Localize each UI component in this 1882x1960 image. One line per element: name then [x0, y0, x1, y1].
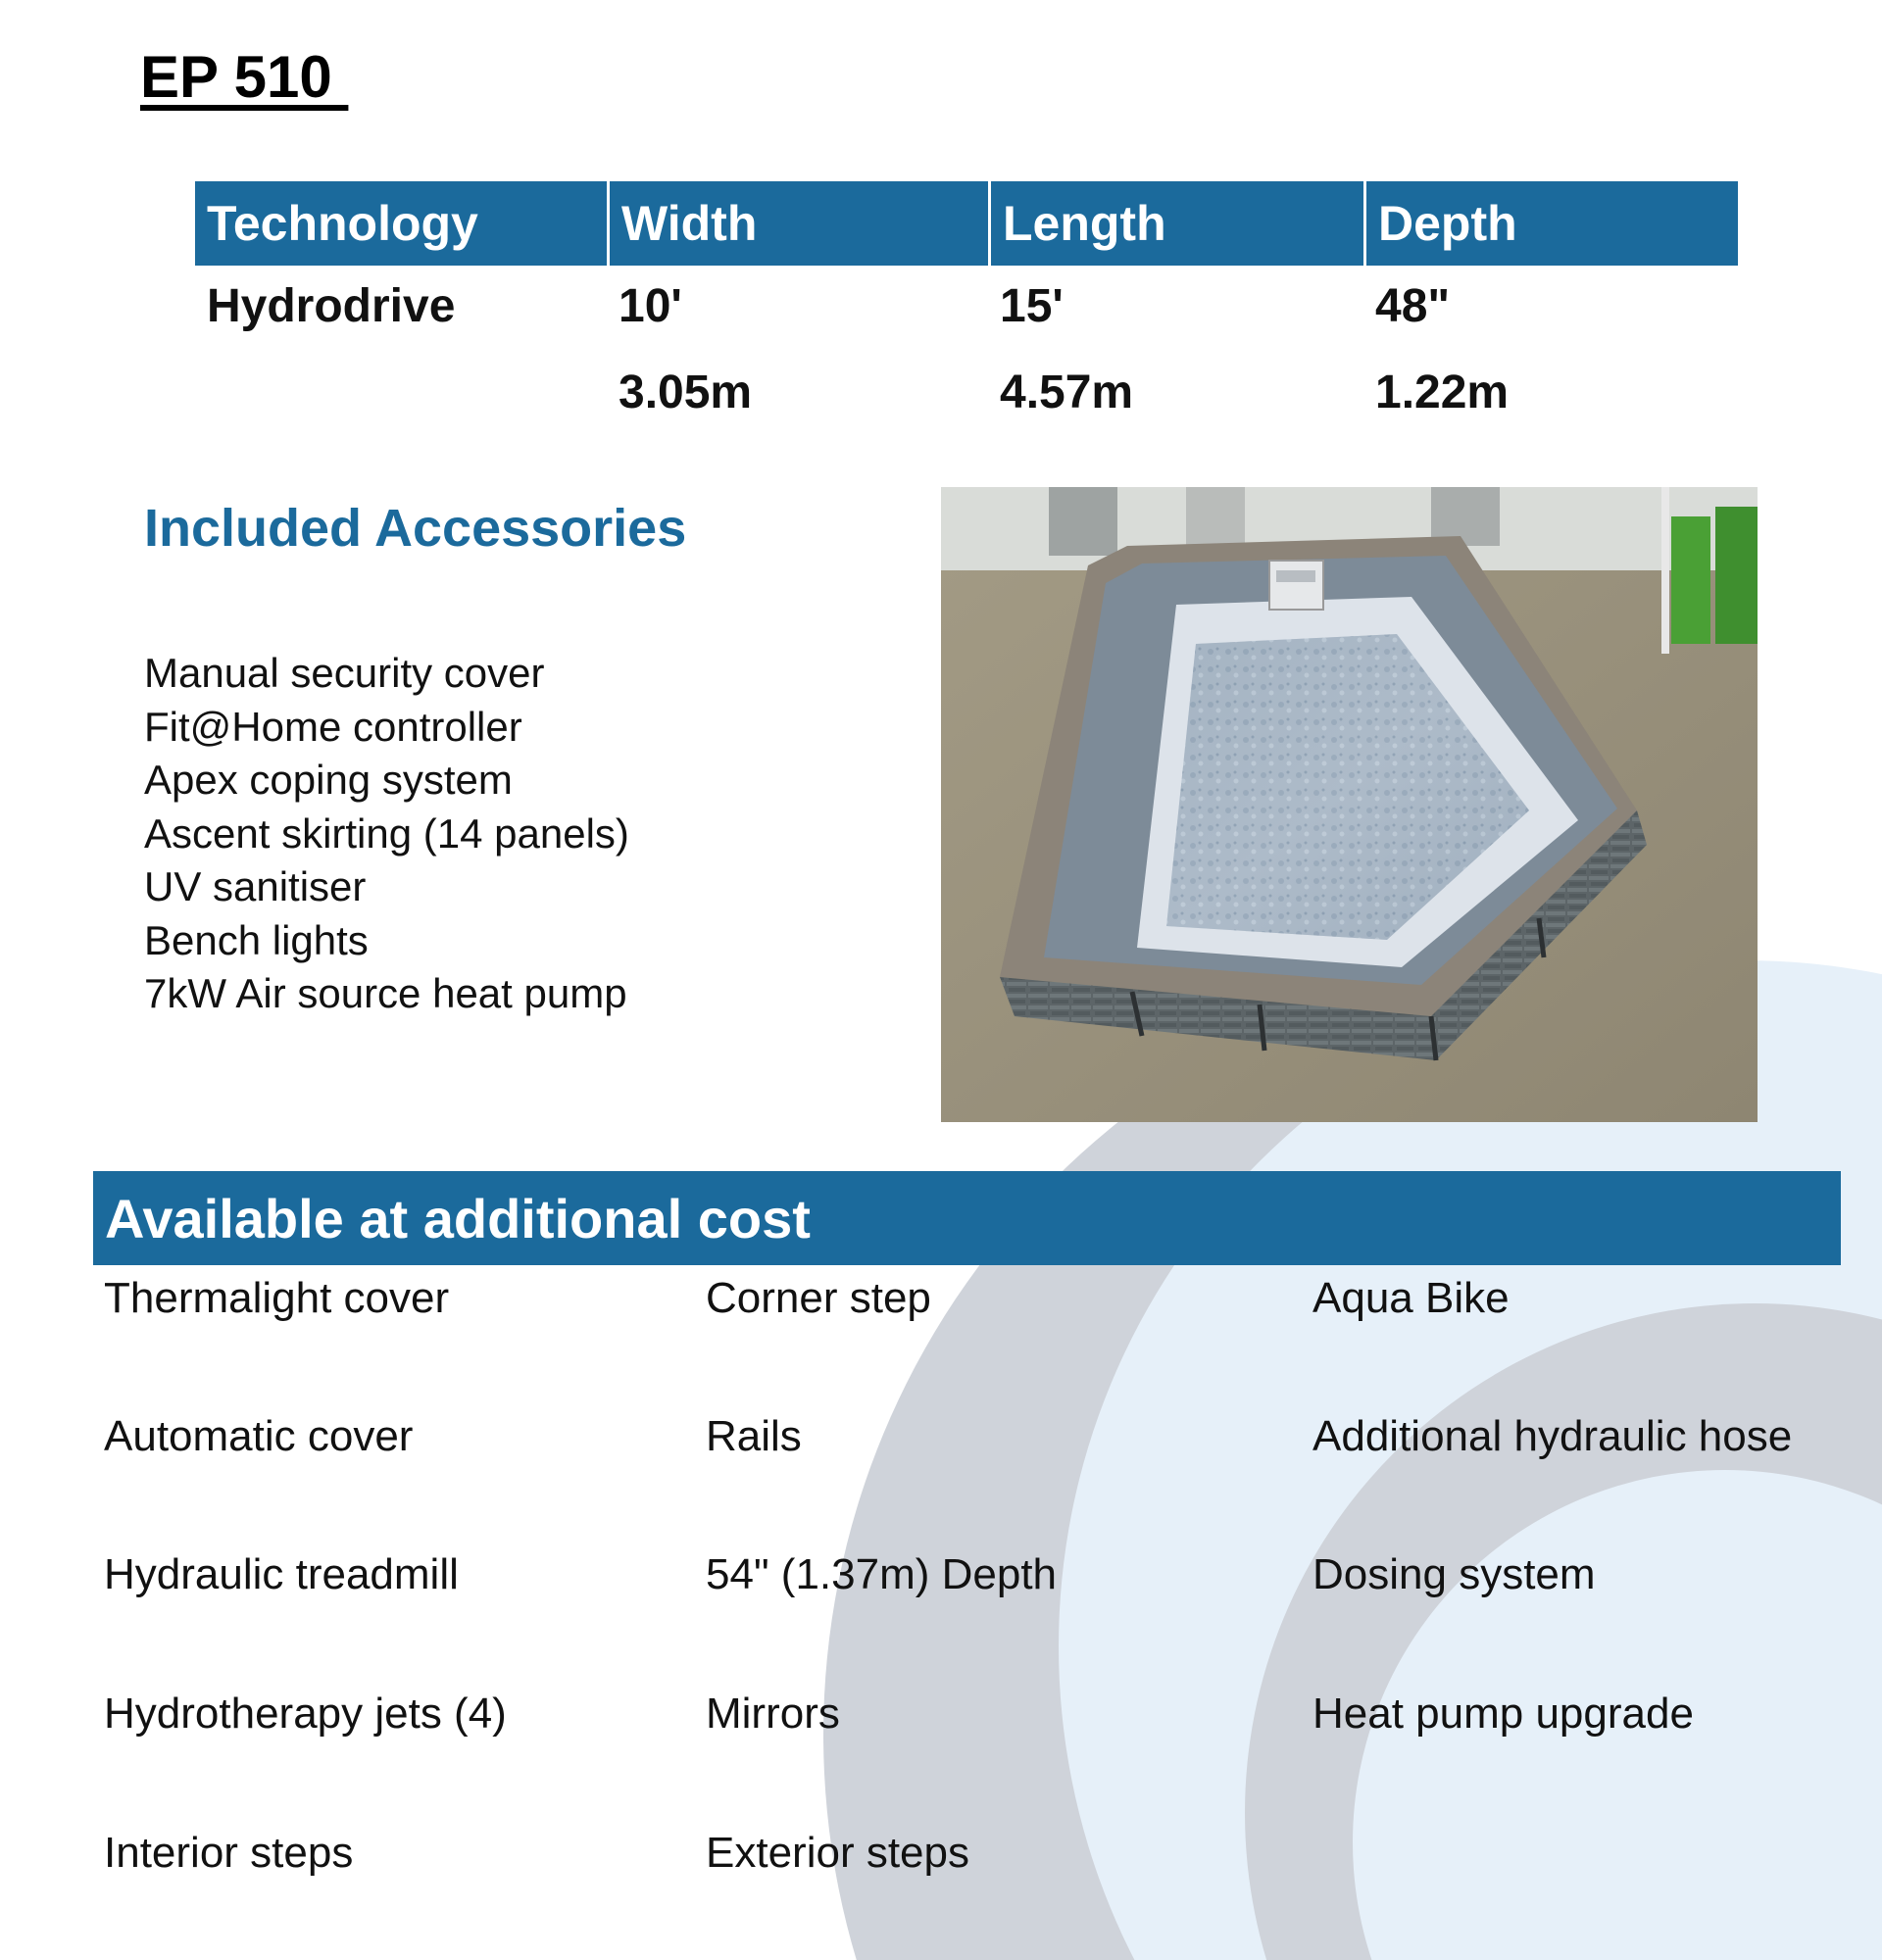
width-metric: 3.05m — [619, 367, 753, 418]
header-technology: Technology — [195, 181, 607, 266]
list-item: Automatic cover — [104, 1412, 414, 1460]
width-imperial: 10' — [619, 280, 682, 332]
header-width: Width — [607, 181, 988, 266]
list-item: Thermalight cover — [104, 1274, 450, 1322]
table-row-imperial — [195, 279, 1738, 333]
list-item: Bench lights — [144, 916, 369, 963]
list-item: UV sanitiser — [144, 863, 367, 909]
list-item: Heat pump upgrade — [1312, 1690, 1694, 1738]
table-row-metric — [195, 366, 1738, 419]
list-item: Corner step — [706, 1274, 931, 1322]
list-item: Hydraulic treadmill — [104, 1550, 459, 1598]
additional-cost-heading: Available at additional cost — [93, 1171, 1841, 1265]
included-accessories-heading: Included Accessories — [144, 499, 687, 558]
model-title: EP 510 — [140, 44, 349, 110]
list-item: Fit@Home controller — [144, 703, 522, 750]
depth-imperial: 48" — [1375, 280, 1451, 332]
header-depth: Depth — [1363, 181, 1738, 266]
list-item: Rails — [706, 1412, 802, 1460]
list-item: Aqua Bike — [1312, 1274, 1510, 1322]
technology-value: Hydrodrive — [207, 280, 456, 332]
technology-metric-empty — [195, 366, 607, 419]
header-length: Length — [988, 181, 1363, 266]
spec-table — [195, 181, 1738, 418]
list-item: Interior steps — [104, 1829, 354, 1877]
list-item: 54" (1.37m) Depth — [706, 1550, 1058, 1598]
list-item: Ascent skirting (14 panels) — [144, 809, 629, 857]
length-imperial: 15' — [1000, 280, 1064, 332]
list-item: Apex coping system — [144, 757, 513, 803]
list-item: Dosing system — [1312, 1550, 1596, 1598]
list-item: Mirrors — [706, 1690, 840, 1738]
spec-table-header — [195, 181, 1738, 266]
list-item: 7kW Air source heat pump — [144, 970, 627, 1016]
list-item: Additional hydraulic hose — [1312, 1412, 1793, 1460]
depth-metric: 1.22m — [1375, 367, 1510, 418]
list-item: Hydrotherapy jets (4) — [104, 1690, 507, 1738]
list-item: Manual security cover — [144, 650, 545, 696]
list-item: Exterior steps — [706, 1829, 969, 1877]
included-accessories-list — [144, 647, 629, 1021]
pool-photo — [941, 487, 1758, 1122]
length-metric: 4.57m — [1000, 367, 1134, 418]
